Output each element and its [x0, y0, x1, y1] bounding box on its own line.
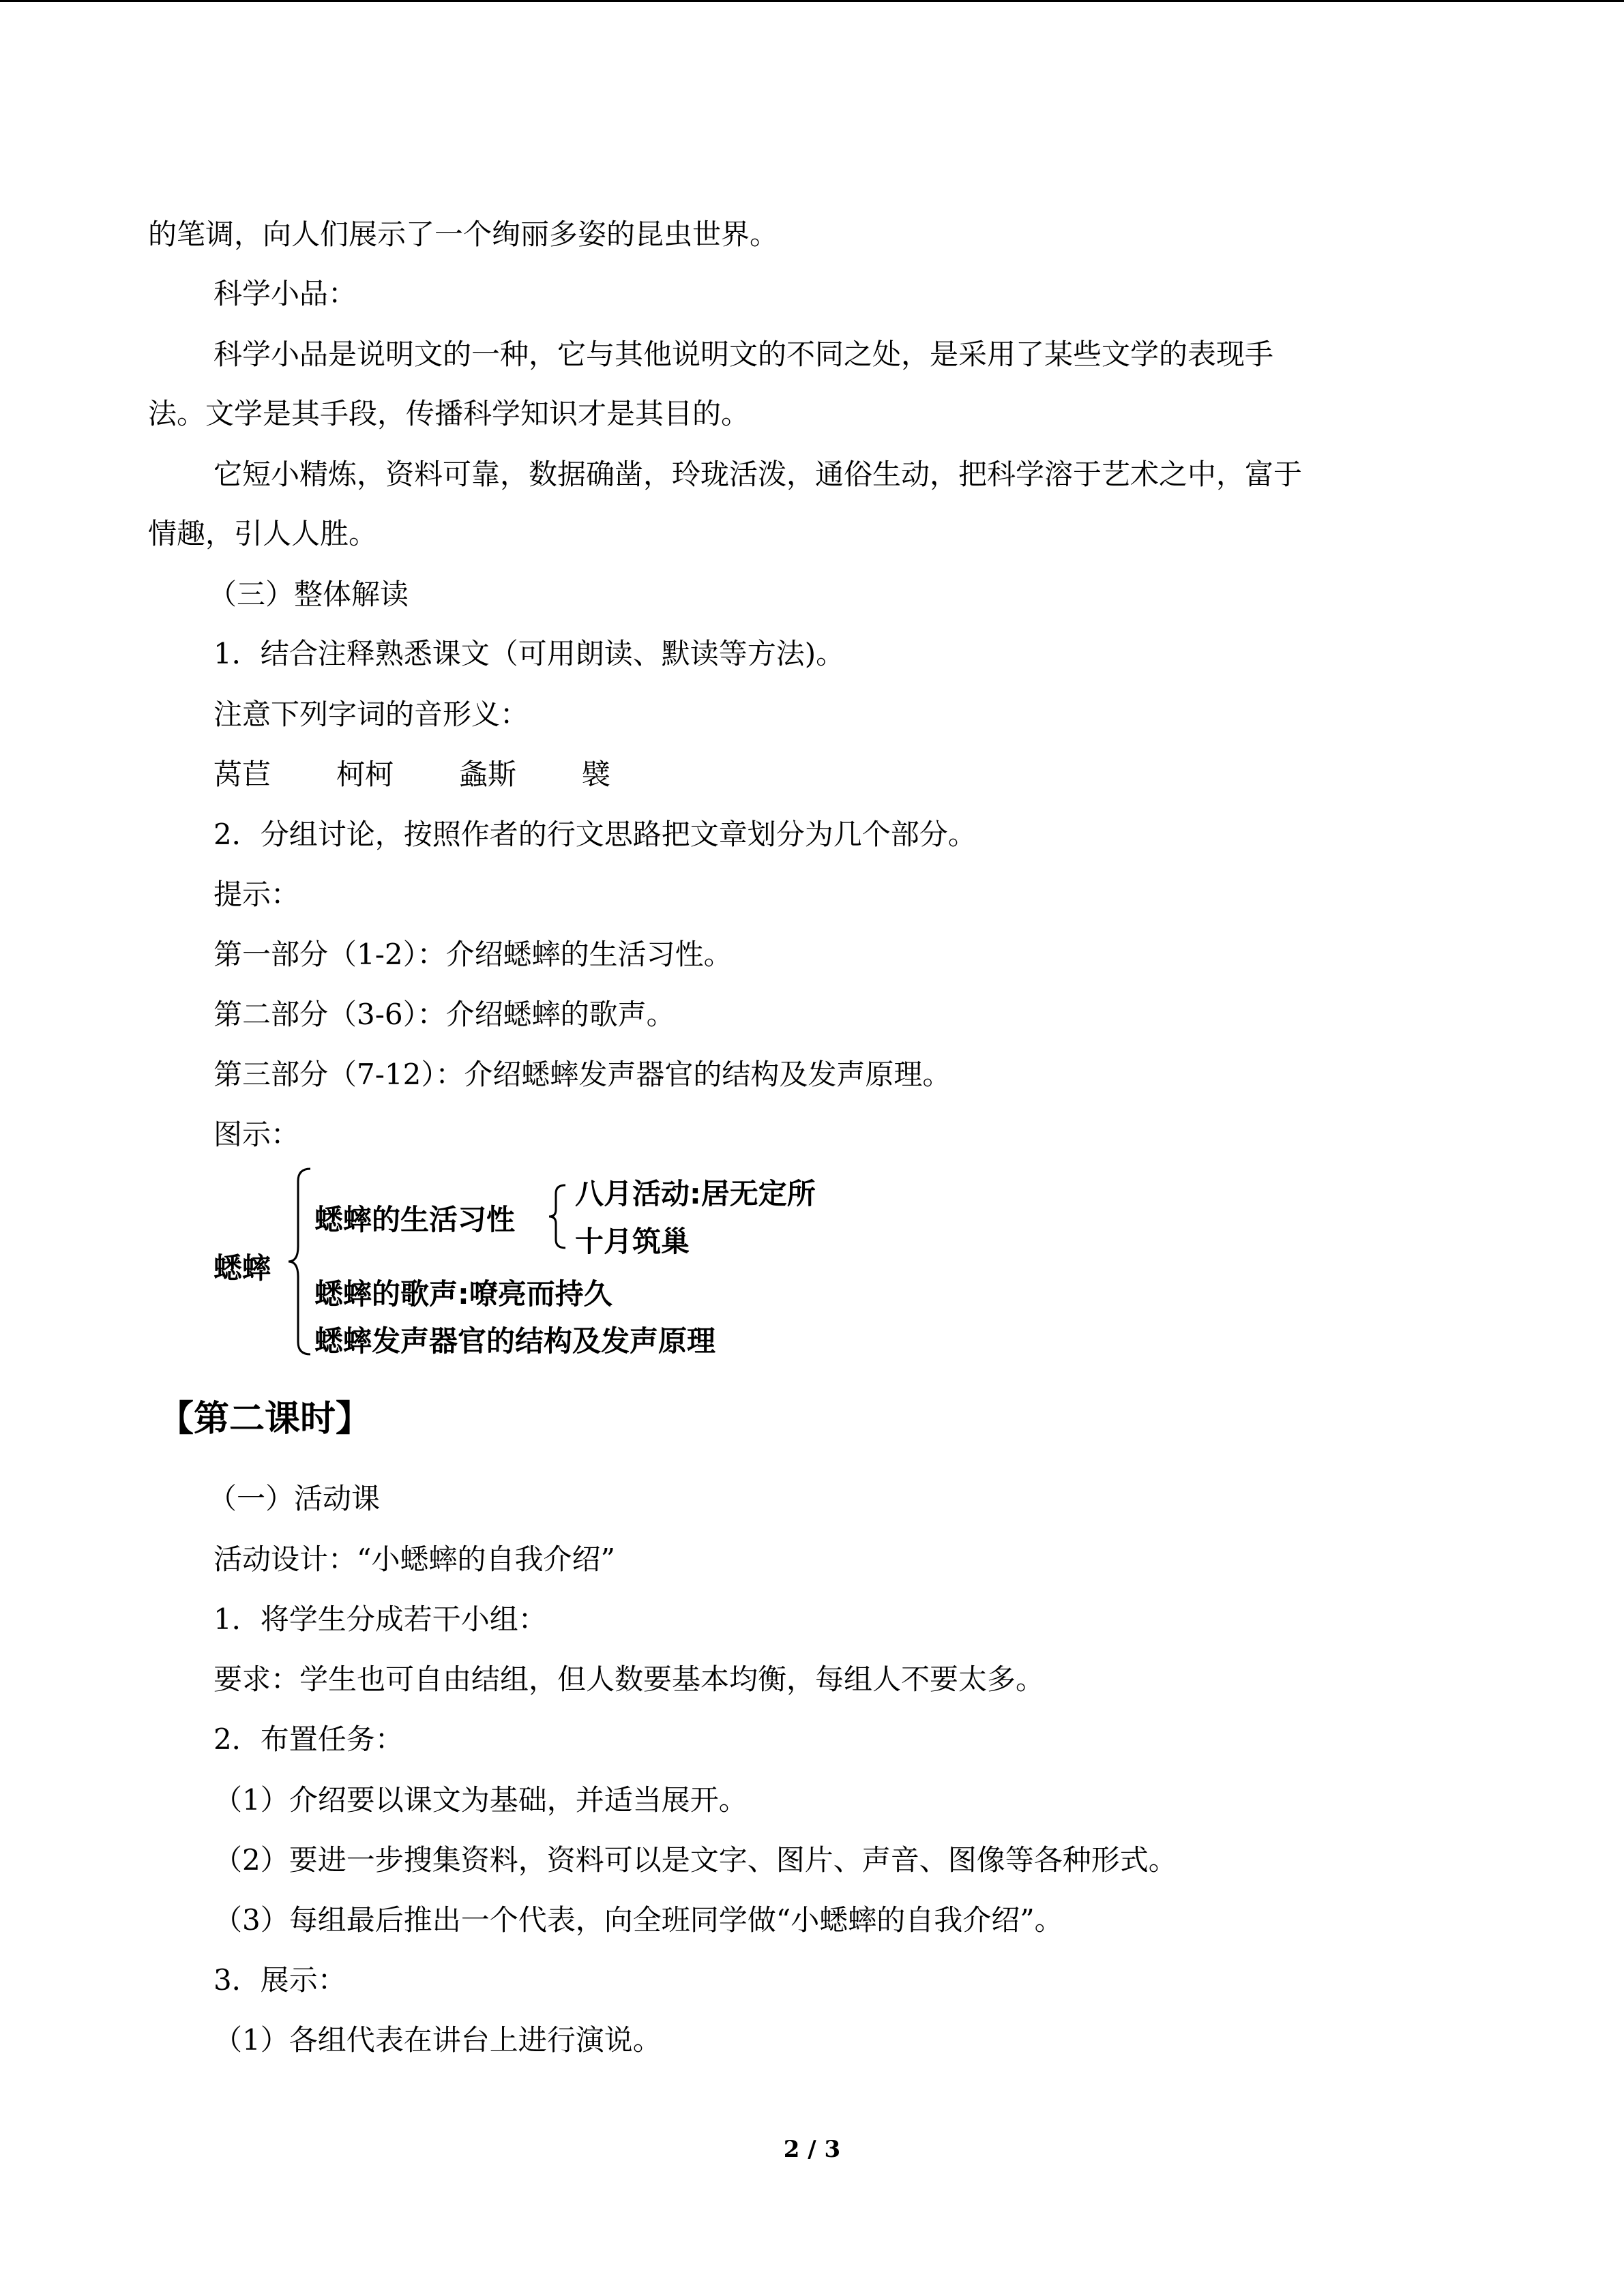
paragraph-line: （1）各组代表在讲台上进行演说。 — [213, 2023, 662, 2057]
section-heading: 【第二课时】 — [158, 1399, 372, 1440]
paragraph-line: 情趣，引人人胜。 — [148, 517, 378, 550]
paragraph-line: 法。文学是其手段，传播科学知识才是其目的。 — [148, 397, 750, 430]
paragraph-line: 注意下列字词的音形义： — [213, 698, 529, 731]
paragraph-line: （1）介绍要以课文为基础，并适当展开。 — [213, 1783, 748, 1817]
paragraph-line: 1．将学生分成若干小组： — [213, 1602, 547, 1636]
paragraph-line: 它短小精炼，资料可靠，数据确凿，玲珑活泼，通俗生动，把科学溶于艺术之中，富于 — [213, 458, 1303, 491]
paragraph-line: 提示： — [213, 878, 300, 911]
paragraph-line: 活动设计：“小蟋蟀的自我介绍” — [213, 1542, 615, 1576]
paragraph-line: 第二部分（3-6）：介绍蟋蟀的歌声。 — [213, 998, 675, 1031]
paragraph-line: 要求：学生也可自由结组，但人数要基本均衡，每组人不要太多。 — [213, 1663, 1045, 1696]
paragraph-line: 第三部分（7-12）：介绍蟋蟀发声器官的结构及发声原理。 — [213, 1058, 951, 1091]
paragraph-line: 的笔调，向人们展示了一个绚丽多姿的昆虫世界。 — [148, 218, 779, 251]
diagram-leaf: 八月活动:居无定所 — [575, 1177, 816, 1210]
page-top-border — [0, 0, 1624, 2]
paragraph-line: 1．结合注释熟悉课文（可用朗读、默读等方法)。 — [213, 637, 845, 670]
page-number: 2 / 3 — [783, 2136, 841, 2163]
sub-brace-icon — [548, 1182, 568, 1251]
paragraph-line: （2）要进一步搜集资料，资料可以是文字、图片、声音、图像等各种形式。 — [213, 1843, 1177, 1877]
diagram-branch: 蟋蟀发声器官的结构及发声原理 — [314, 1324, 716, 1358]
vocab-word: 柯柯 — [336, 758, 394, 791]
paragraph-line: （3）每组最后推出一个代表，向全班同学做“小蟋蟀的自我介绍”。 — [213, 1903, 1063, 1937]
diagram-branch: 蟋蟀的歌声:嘹亮而持久 — [314, 1277, 612, 1311]
diagram-root: 蟋蟀 — [213, 1251, 271, 1285]
subsection-heading: （三）整体解读 — [208, 578, 409, 611]
paragraph-line: 2．布置任务： — [213, 1723, 404, 1756]
paragraph-line: 3．展示： — [213, 1963, 346, 1997]
diagram-leaf: 十月筑巢 — [575, 1225, 690, 1258]
main-brace-icon — [287, 1166, 314, 1357]
paragraph-line: 科学小品： — [213, 277, 357, 310]
vocab-word: 襞 — [582, 758, 611, 791]
vocab-word: 莴苣 — [213, 758, 271, 791]
subsection-heading: （一）活动课 — [208, 1482, 381, 1515]
structure-diagram — [213, 1166, 896, 1371]
paragraph-line: 第一部分（1-2）：介绍蟋蟀的生活习性。 — [213, 938, 733, 971]
diagram-branch: 蟋蟀的生活习性 — [314, 1203, 516, 1236]
vocabulary-list — [213, 757, 676, 792]
paragraph-line: 科学小品是说明文的一种，它与其他说明文的不同之处，是采用了某些文学的表现手 — [213, 338, 1274, 371]
vocab-word: 螽斯 — [459, 758, 517, 791]
paragraph-line: 图示： — [213, 1118, 300, 1151]
paragraph-line: 2．分组讨论，按照作者的行文思路把文章划分为几个部分。 — [213, 818, 977, 851]
